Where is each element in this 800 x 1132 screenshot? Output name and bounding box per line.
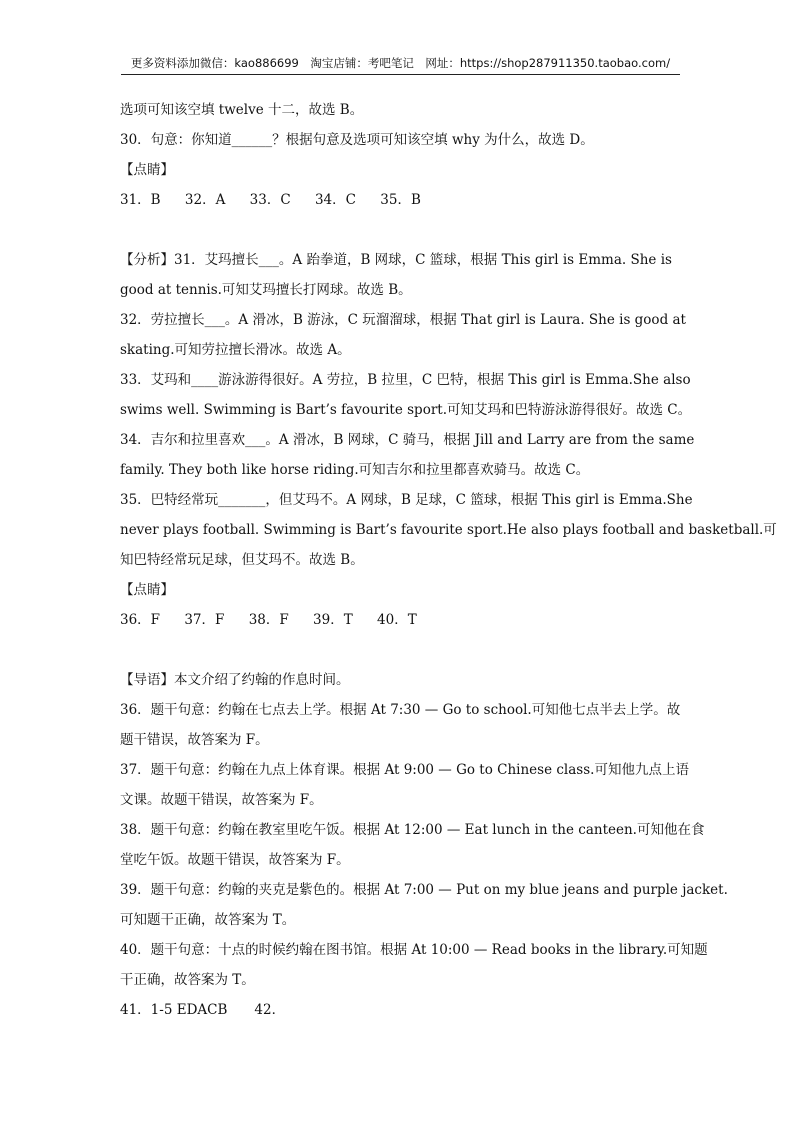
text-line: 36．题干句意：约翰在七点去上学。根据 At 7:30 — Go to school.可知他七点半去上学。故 <box>120 702 681 718</box>
text-line: 【分析】31．艾玛擅长___。A 跆拳道，B 网球，C 篮球，根据 This girl is Emma. She is <box>120 252 672 268</box>
text-line: 堂吃午饭。故题干错误，故答案为 F。 <box>120 852 350 868</box>
text-line: never plays football. Swimming is Bart’s favourite sport.He also plays football and basketball.可 <box>120 522 777 538</box>
spacer <box>120 215 682 245</box>
text-line: 41．1-5 EDACB 42． <box>120 1002 286 1018</box>
answer-key-36-40 <box>120 605 682 635</box>
answer-item: 32．A <box>184 192 226 208</box>
answer-item: 31．B <box>120 192 161 208</box>
answer-key-31-35 <box>120 185 682 215</box>
text-line: 40．题干句意：十点的时候约翰在图书馆。根据 At 10:00 — Read books in the library.可知题 <box>120 942 708 958</box>
text-line: 题干错误，故答案为 F。 <box>120 732 269 748</box>
spacer <box>120 635 682 665</box>
text-line: 可知题干正确，故答案为 T。 <box>120 912 296 928</box>
answer-item: 35．B <box>380 192 421 208</box>
text-line: 干正确，故答案为 T。 <box>120 972 255 988</box>
answer-item: 36．F <box>120 612 161 628</box>
answer-item: 38．F <box>248 612 289 628</box>
section-label-dianjing: 【点睛】 <box>120 162 174 178</box>
text-line: 文课。故题干错误，故答案为 F。 <box>120 792 323 808</box>
text-line: 30．句意：你知道______？根据句意及选项可知该空填 why 为什么，故选 D。 <box>120 132 594 148</box>
text-line: 34．吉尔和拉里喜欢___。A 滑冰，B 网球，C 骑马，根据 Jill and Larry are from the same <box>120 432 695 448</box>
text-line: family. They both like horse riding.可知吉尔和拉里都喜欢骑马。故选 C。 <box>120 462 590 478</box>
text-line: 选项可知该空填 twelve 十二，故选 B。 <box>120 102 364 118</box>
text-line: good at tennis.可知艾玛擅长打网球。故选 B。 <box>120 282 412 298</box>
text-line: 32．劳拉擅长___。A 滑冰，B 游泳，C 玩溜溜球，根据 That girl is Laura. She is good at <box>120 312 686 328</box>
page-header: 更多资料添加微信：kao886699 淘宝店铺：考吧笔记 网址：https://shop287911350.taobao.com/ <box>121 56 680 75</box>
text-line: 39．题干句意：约翰的夹克是紫色的。根据 At 7:00 — Put on my blue jeans and purple jacket. <box>120 882 728 898</box>
text-line: swims well. Swimming is Bart’s favourite sport.可知艾玛和巴特游泳游得很好。故选 C。 <box>120 402 692 418</box>
section-label-dianjing: 【点睛】 <box>120 582 174 598</box>
answer-item: 40．T <box>377 612 417 628</box>
text-line: 37．题干句意：约翰在九点上体育课。根据 At 9:00 — Go to Chinese class.可知他九点上语 <box>120 762 689 778</box>
answer-item: 39．T <box>313 612 353 628</box>
answer-item: 37．F <box>184 612 225 628</box>
text-line: 【导语】本文介绍了约翰的作息时间。 <box>120 672 350 688</box>
answer-item: 33．C <box>249 192 291 208</box>
document-body <box>120 95 777 1025</box>
text-line: 35．巴特经常玩_______，但艾玛不。A 网球，B 足球，C 篮球，根据 This girl is Emma.She <box>120 492 693 508</box>
text-line: 33．艾玛和____游泳游得很好。A 劳拉，B 拉里，C 巴特，根据 This girl is Emma.She also <box>120 372 691 388</box>
text-line: 38．题干句意：约翰在教室里吃午饭。根据 At 12:00 — Eat lunch in the canteen.可知他在食 <box>120 822 705 838</box>
answer-item: 34．C <box>314 192 356 208</box>
text-line: 知巴特经常玩足球，但艾玛不。故选 B。 <box>120 552 364 568</box>
text-line: skating.可知劳拉擅长滑冰。故选 A。 <box>120 342 351 358</box>
